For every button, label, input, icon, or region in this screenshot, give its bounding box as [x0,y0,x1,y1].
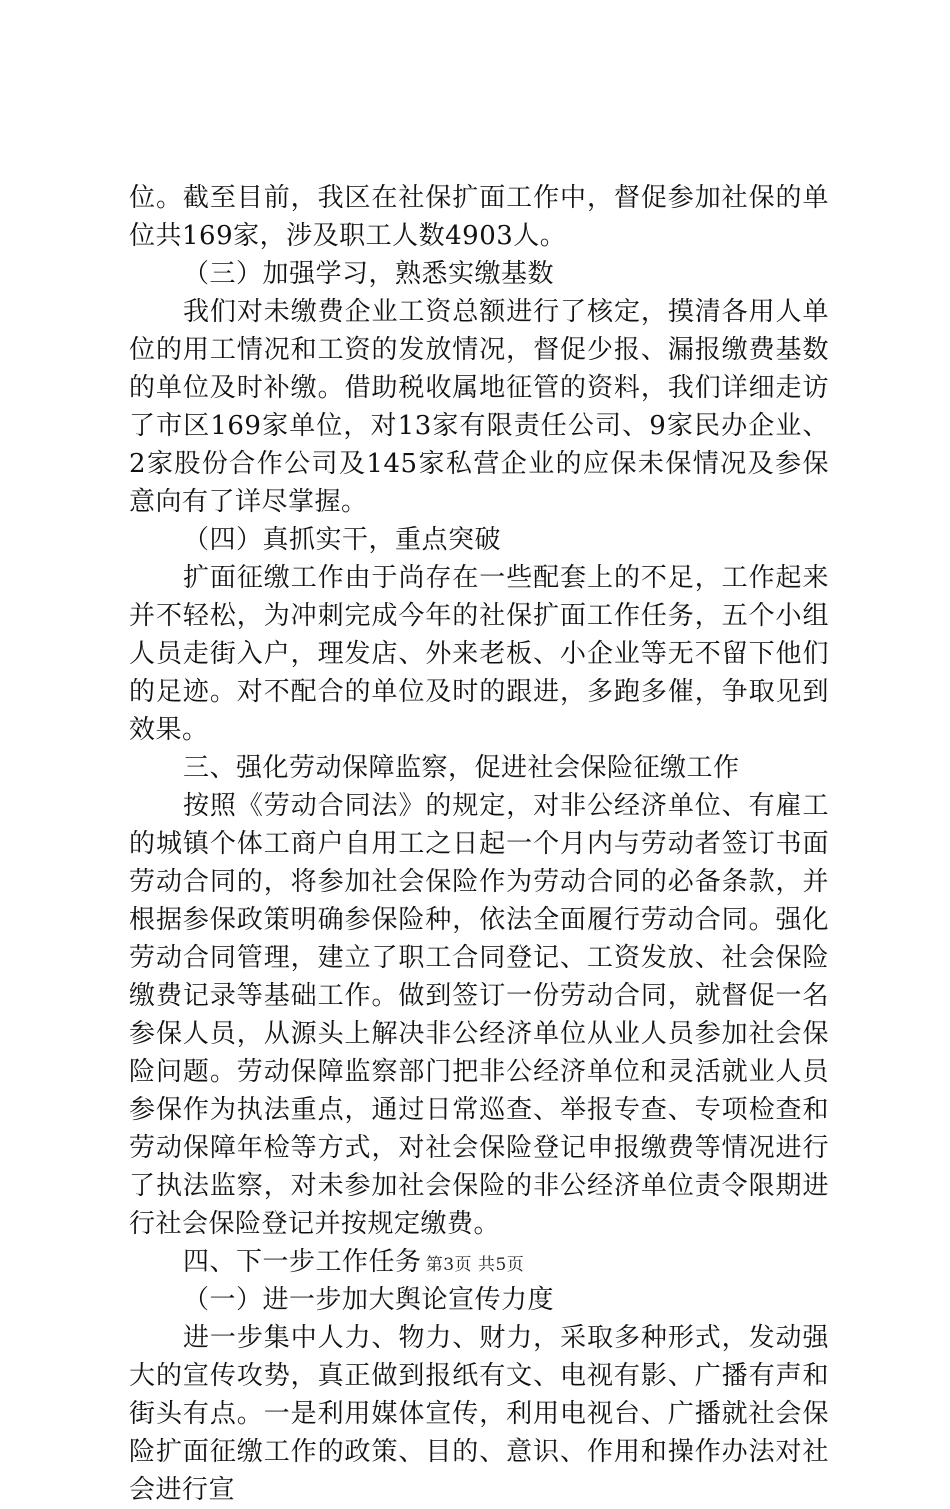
page-footer: 第3页 共5页 [425,1255,525,1275]
paragraph: 我们对未缴费企业工资总额进行了核定，摸清各用人单位的用工情况和工资的发放情况，督促少报、漏报缴费基数的单位及时补缴。借助税收属地征管的资料，我们详细走访了市区169家单位，对13家有限责任公司、9家民办企业、2家股份合作公司及145家私营企业的应保未保情况及参保意向有了详尽掌握。 [129,297,829,517]
paragraph-continuation: 位。截至目前，我区在社保扩面工作中，督促参加社保的单位共169家，涉及职工人数4903人。 [129,183,829,251]
paragraph: 扩面征缴工作由于尚存在一些配套上的不足，工作起来并不轻松，为冲刺完成今年的社保扩面工作任务，五个小组人员走街入户，理发店、外来老板、小企业等无不留下他们的足迹。对不配合的单位及时的跟进，多跑多催，争取见到效果。 [129,563,829,745]
document-body [129,179,829,1509]
chapter-heading-4: 四、下一步工作任务 [183,1247,422,1277]
paragraph: 进一步集中人力、物力、财力，采取多种形式，发动强大的宣传攻势，真正做到报纸有文、电视有影、广播有声和街头有点。一是利用媒体宣传，利用电视台、广播就社会保险扩面征缴工作的政策、目的、意识、作用和操作办法对社会进行宣 [129,1323,829,1505]
chapter-heading-3: 三、强化劳动保障监察，促进社会保险征缴工作 [183,753,740,783]
section-heading-4: （四）真抓实干，重点突破 [183,525,502,555]
section-heading-1: （一）进一步加大舆论宣传力度 [183,1285,555,1315]
section-heading-3: （三）加强学习，熟悉实缴基数 [183,259,555,289]
paragraph: 按照《劳动合同法》的规定，对非公经济单位、有雇工的城镇个体工商户自用工之日起一个月内与劳动者签订书面劳动合同的，将参加社会保险作为劳动合同的必备条款，并根据参保政策明确参保险种，依法全面履行劳动合同。强化劳动合同管理，建立了职工合同登记、工资发放、社会保险缴费记录等基础工作。做到签订一份劳动合同，就督促一名参保人员，从源头上解决非公经济单位从业人员参加社会保险问题。劳动保障监察部门把非公经济单位和灵活就业人员参保作为执法重点，通过日常巡查、举报专查、专项检查和劳动保障年检等方式，对社会保险登记申报缴费等情况进行了执法监察，对未参加社会保险的非公经济单位责令限期进行社会保险登记并按规定缴费。 [129,791,829,1239]
